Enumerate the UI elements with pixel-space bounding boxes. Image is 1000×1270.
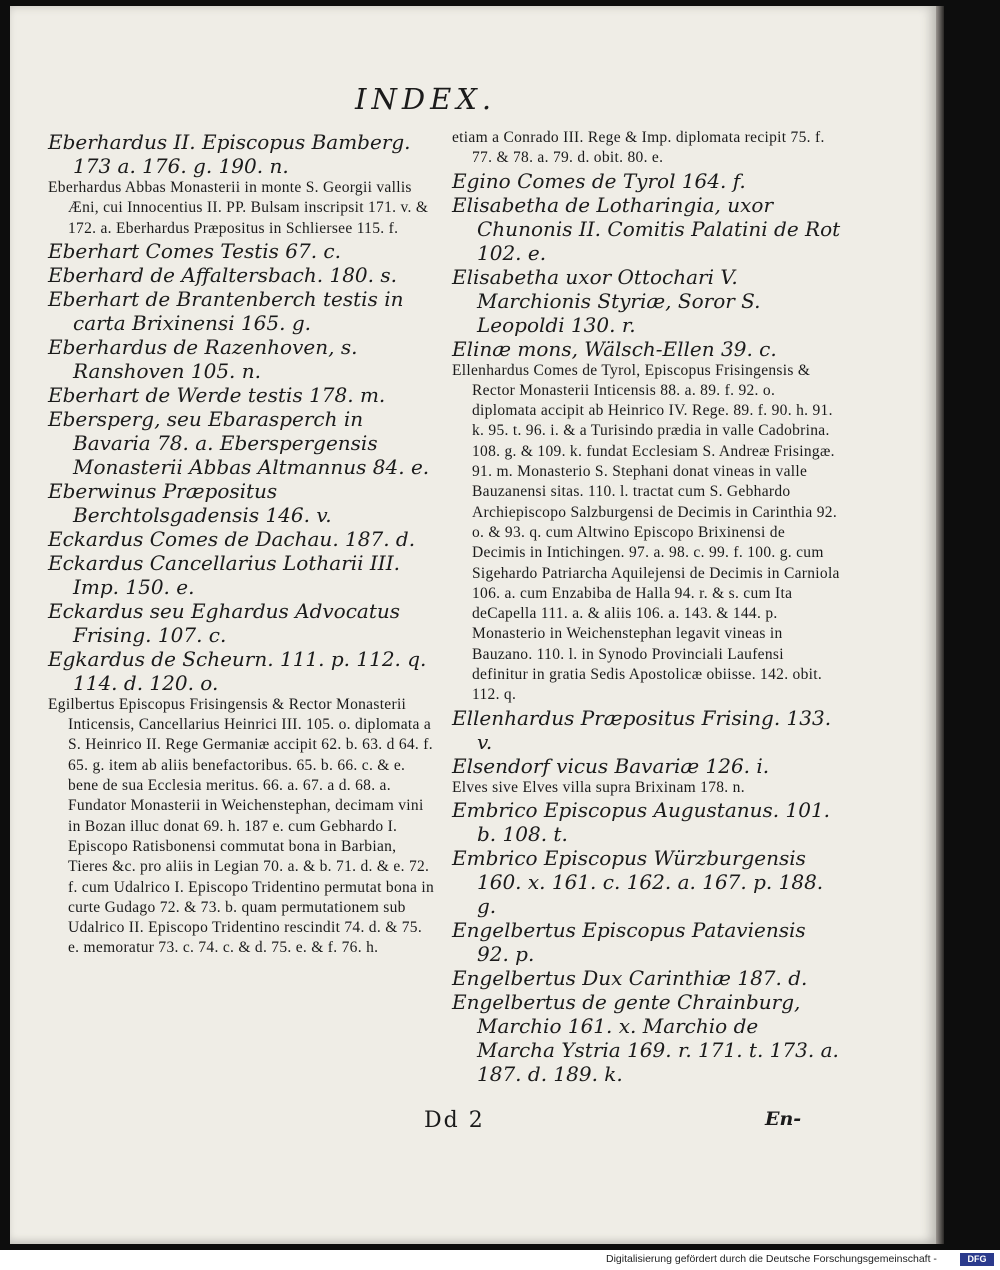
running-head: INDEX. — [355, 82, 497, 116]
index-entry: Eberhardus Abbas Monasterii in monte S. Georgii vallis Æni, cui Innocentius II. PP. Bulsam inscripsit 171. v. & 172. a. Eberhardus Præpositus in Schliersee 115. f. — [48, 179, 429, 237]
index-entry: Eberhart de Werde testis 178. m. — [48, 382, 386, 407]
page-edge — [936, 6, 944, 1244]
index-entry: Eckardus seu Eghardus Advocatus Frising. 107. c. — [48, 598, 401, 647]
index-entry: Eberhardus II. Episcopus Bamberg. 173 a. 176. g. 190. n. — [48, 130, 411, 178]
dfg-logo-icon: DFG — [960, 1253, 994, 1266]
index-entry: Eberwinus Præpositus Berchtolsgadensis 146. v. — [48, 478, 332, 527]
index-entry: Engelbertus Dux Carinthiæ 187. d. — [452, 965, 808, 990]
index-column-right — [452, 128, 842, 1086]
index-entry: Embrico Episcopus Augustanus. 101. b. 108. t. — [452, 797, 831, 846]
signature-mark: Dd 2 — [424, 1108, 485, 1133]
index-entry: Ellenhardus Comes de Tyrol, Episcopus Frisingensis & Rector Monasterii Inticensis 88. a. 89. f. 92. o. diplomata accipit ab Heinrico IV. Rege. 89. f. 90. h. 91. k. 95. t. 96. i. & a Turisindo prædia in valle Cadobrina. 108. g. & 109. k. fundat Ecclesiam S. Andreæ Frisingæ. 91. m. Monasterio S. Stephani donat vineas in valle Bauzanensi sitas. 110. l. tractat cum S. Gebhardo Archiepiscopo Salzburgensi de Decimis in Carinthia 92. o. & 93. q. cum Altwino Episcopo Brixinensi de Decimis in Intichingen. 97. a. 98. c. 99. f. 100. g. cum Sigehardo Patriarcha Aquilejensi de Decimis in Carniola 106. a. cum Enzabiba de Halla 94. r. & s. cum Ita deCapella 111. a. & aliis 106. a. 143. & 144. p. Monasterio in Weichenstephan legavit vineas in Bauzano. 110. l. in Synodo Provinciali Laufensi definitur in gratia Sedis Apostolicæ obiisse. 142. obit. 112. q. — [452, 361, 840, 704]
index-entry: Ellenhardus Præpositus Frising. 133. v. — [452, 705, 832, 754]
index-entry: Egilbertus Episcopus Frisingensis & Rector Monasterii Inticensis, Cancellarius Heinrici III. 105. o. diplomata a S. Heinrico II. Rege Germaniæ accipit 62. b. 63. d 64. f. 65. g. item ab aliis benefactoribus. 65. b. 66. c. & e. bene de sua Ecclesia meritus. 66. a. 67. a d. 68. a. Fundator Monasterii in Weichenstephan, decimam vini in Bozan illuc donat 69. h. 187 e. cum Gebhardo I. Episcopo Ratisbonensi commutat bona in Barbian, Tieres &c. pro aliis in Legian 70. a. & b. 71. d. & e. 72. f. cum Udalrico I. Episcopo Tridentino permutat bona in curte Gudago 72. & 73. b. quam permutationem sub Udalrico II. Episcopo Tridentino rescindit 74. d. & 75. e. memoratur 73. c. 74. c. & d. 75. e. & f. 76. h. — [48, 695, 435, 957]
index-entry: Engelbertus Episcopus Pataviensis 92. p. — [452, 917, 806, 966]
index-entry: Embrico Episcopus Würzburgensis 160. x. 161. c. 162. a. 167. p. 188. g. — [452, 845, 824, 918]
index-entry: Eberhard de Affaltersbach. 180. s. — [48, 262, 397, 287]
index-entry: Egino Comes de Tyrol 164. f. — [452, 168, 746, 193]
index-entry: Eberhart de Brantenberch testis in carta Brixinensi 165. g. — [48, 286, 404, 335]
index-entry: Eberhart Comes Testis 67. c. — [48, 238, 341, 263]
index-entry: Eckardus Comes de Dachau. 187. d. — [48, 526, 416, 551]
index-entry: Eberhardus de Razenhoven, s. Ranshoven 105. n. — [48, 334, 358, 383]
index-entry: Ebersperg, seu Ebarasperch in Bavaria 78. a. Eberspergensis Monasterii Abbas Altmannus 84. e. — [48, 406, 430, 479]
index-entry: Eckardus Cancellarius Lotharii III. Imp. 150. e. — [48, 550, 400, 599]
index-column-left — [48, 130, 436, 959]
index-entry: Engelbertus de gente Chrainburg, Marchio 161. x. Marchio de Marcha Ystria 169. r. 171. t. 173. a. 187. d. 189. k. — [452, 989, 839, 1086]
index-entry: Elves sive Elves villa supra Brixinam 178. n. — [452, 778, 745, 796]
index-entry: Elinæ mons, Wälsch-Ellen 39. c. — [452, 336, 777, 361]
digitization-footer — [0, 1250, 1000, 1270]
footer-credit: Digitalisierung gefördert durch die Deutsche Forschungsgemeinschaft - — [606, 1253, 937, 1265]
index-entry: Elisabetha de Lotharingia, uxor Chunonis II. Comitis Palatini de Rot 102. e. — [452, 192, 841, 265]
catchword: En- — [765, 1108, 802, 1130]
index-entry: Egkardus de Scheurn. 111. p. 112. q. 114. d. 120. o. — [48, 646, 427, 695]
index-entry: Elsendorf vicus Bavariæ 126. i. — [452, 753, 770, 778]
index-entry: etiam a Conrado III. Rege & Imp. diplomata recipit 75. f. 77. & 78. a. 79. d. obit. 80. e. — [452, 129, 825, 167]
page-bottom-marks — [0, 1108, 936, 1138]
index-entry: Elisabetha uxor Ottochari V. Marchionis Styriæ, Soror S. Leopoldi 130. r. — [452, 264, 761, 337]
